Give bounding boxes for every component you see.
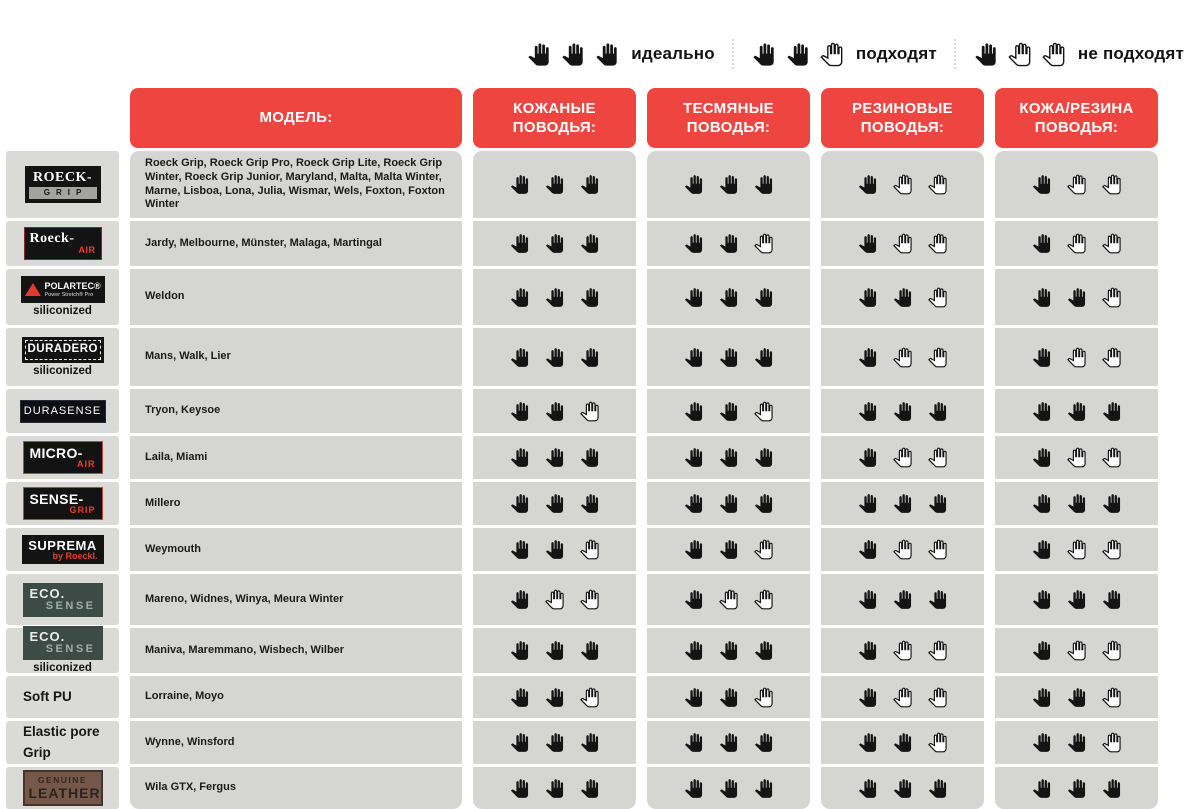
- hand-outline-icon: [753, 233, 774, 254]
- hand-filled-icon: [753, 493, 774, 514]
- rating-cell: [647, 721, 810, 764]
- hand-filled-icon: [1031, 401, 1052, 422]
- rating-cell: [821, 574, 984, 625]
- hand-outline-icon: [1066, 233, 1087, 254]
- hand-filled-icon: [544, 539, 565, 560]
- hand-filled-icon: [892, 401, 913, 422]
- hand-filled-icon: [857, 493, 878, 514]
- material-cell: [6, 628, 119, 673]
- hand-outline-icon: [819, 42, 844, 67]
- model-names-cell: Laila, Miami: [130, 436, 462, 479]
- model-names-cell: Mans, Walk, Lier: [130, 328, 462, 386]
- hand-filled-icon: [718, 401, 739, 422]
- rating-cell: [995, 676, 1158, 718]
- hand-filled-icon: [892, 732, 913, 753]
- hand-filled-icon: [857, 732, 878, 753]
- hand-outline-icon: [1101, 732, 1122, 753]
- logo-line: SENSE: [45, 643, 96, 656]
- hand-filled-icon: [579, 233, 600, 254]
- rating-cell: [473, 628, 636, 673]
- hand-filled-icon: [1066, 687, 1087, 708]
- model-names-cell: Jardy, Melbourne, Münster, Malaga, Martingal: [130, 221, 462, 266]
- hand-filled-icon: [509, 640, 530, 661]
- model-column-header: МОДЕЛЬ:: [130, 88, 462, 148]
- rein-column-header: КОЖАНЫЕ ПОВОДЬЯ:: [473, 88, 636, 148]
- hand-filled-icon: [544, 778, 565, 799]
- rating-cell: [995, 389, 1158, 433]
- legend-hands: [751, 42, 844, 67]
- hand-filled-icon: [857, 174, 878, 195]
- hand-outline-icon: [927, 233, 948, 254]
- roeck-grip-logo: [25, 166, 101, 203]
- hand-filled-icon: [927, 778, 948, 799]
- logo-line: SUPREMA: [28, 537, 97, 553]
- rating-cell: [473, 436, 636, 479]
- hand-outline-icon: [544, 589, 565, 610]
- model-names-cell: Millero: [130, 482, 462, 525]
- material-sub-label: siliconized: [33, 364, 92, 377]
- rating-cell: [473, 389, 636, 433]
- rating-cell: [995, 721, 1158, 764]
- hand-filled-icon: [857, 233, 878, 254]
- rating-cell: [995, 628, 1158, 673]
- hand-filled-icon: [579, 447, 600, 468]
- logo-line: ECO.: [29, 585, 66, 601]
- rating-cell: [821, 328, 984, 386]
- legend-item: [973, 42, 1184, 67]
- hand-filled-icon: [857, 539, 878, 560]
- rating-cell: [647, 767, 810, 809]
- hand-filled-icon: [753, 287, 774, 308]
- model-names-cell: Maniva, Maremmano, Wisbech, Wilber: [130, 628, 462, 673]
- logo-line: by Roeckl.: [52, 550, 98, 561]
- hand-filled-icon: [509, 687, 530, 708]
- hand-filled-icon: [544, 287, 565, 308]
- hand-outline-icon: [892, 174, 913, 195]
- rating-cell: [995, 482, 1158, 525]
- logo-line: GRIP: [29, 187, 97, 199]
- hand-filled-icon: [1101, 589, 1122, 610]
- rating-cell: [995, 221, 1158, 266]
- rating-cell: [473, 151, 636, 218]
- hand-filled-icon: [1066, 493, 1087, 514]
- logo-line: SENSE: [45, 599, 96, 612]
- hand-outline-icon: [892, 447, 913, 468]
- rating-cell: [647, 151, 810, 218]
- hand-outline-icon: [927, 640, 948, 661]
- rating-cell: [995, 574, 1158, 625]
- hand-filled-icon: [857, 778, 878, 799]
- hand-filled-icon: [718, 347, 739, 368]
- rating-cell: [821, 151, 984, 218]
- legend-label: идеально: [631, 44, 715, 63]
- hand-outline-icon: [753, 539, 774, 560]
- legend-item: [526, 42, 715, 67]
- hand-filled-icon: [1101, 493, 1122, 514]
- hand-outline-icon: [892, 640, 913, 661]
- hand-outline-icon: [1101, 447, 1122, 468]
- hand-filled-icon: [509, 493, 530, 514]
- hand-filled-icon: [526, 42, 551, 67]
- material-cell: [6, 528, 119, 571]
- model-names-cell: Roeck Grip, Roeck Grip Pro, Roeck Grip Lite, Roeck Grip Winter, Roeck Grip Junior, Maryland, Malta, Malta Winter, Marne, Lisboa, Lona, Julia, Wismar, Wels, Foxton, Foxton Winter: [130, 151, 462, 218]
- logo-line: SENSE-: [29, 491, 84, 508]
- rating-cell: [473, 721, 636, 764]
- hand-outline-icon: [1101, 347, 1122, 368]
- rating-cell: [995, 328, 1158, 386]
- material-label: Soft PU: [23, 688, 72, 704]
- hand-filled-icon: [857, 401, 878, 422]
- rating-cell: [821, 676, 984, 718]
- hand-filled-icon: [1031, 447, 1052, 468]
- hand-filled-icon: [753, 447, 774, 468]
- hand-filled-icon: [718, 447, 739, 468]
- rating-cell: [473, 767, 636, 809]
- hand-filled-icon: [857, 687, 878, 708]
- hand-outline-icon: [579, 687, 600, 708]
- legend-separator: [732, 39, 734, 69]
- polartec-triangle-icon: [25, 283, 41, 296]
- hand-filled-icon: [683, 347, 704, 368]
- hand-filled-icon: [857, 589, 878, 610]
- hand-filled-icon: [579, 732, 600, 753]
- logo-line: Power Stretch® Pro: [44, 291, 94, 298]
- logo-line: AIR: [78, 245, 96, 255]
- hand-filled-icon: [892, 589, 913, 610]
- rating-cell: [995, 767, 1158, 809]
- hand-filled-icon: [857, 287, 878, 308]
- hand-outline-icon: [1007, 42, 1032, 67]
- hand-filled-icon: [544, 347, 565, 368]
- logo-line: GENUINE: [37, 775, 88, 786]
- hand-filled-icon: [751, 42, 776, 67]
- material-cell: [6, 676, 119, 718]
- duradero-logo: [22, 337, 104, 363]
- material-cell: [6, 269, 119, 325]
- hand-filled-icon: [1066, 287, 1087, 308]
- hand-filled-icon: [509, 233, 530, 254]
- logo-line: Roeck-: [29, 231, 75, 246]
- hand-outline-icon: [753, 589, 774, 610]
- model-names-cell: Wila GTX, Fergus: [130, 767, 462, 809]
- rating-cell: [647, 482, 810, 525]
- rating-cell: [821, 482, 984, 525]
- hand-filled-icon: [579, 287, 600, 308]
- legend-hands: [526, 42, 619, 67]
- hand-filled-icon: [683, 447, 704, 468]
- hand-filled-icon: [579, 778, 600, 799]
- hand-outline-icon: [1066, 640, 1087, 661]
- rating-cell: [821, 767, 984, 809]
- legend-hands: [973, 42, 1066, 67]
- hand-filled-icon: [1031, 539, 1052, 560]
- hand-filled-icon: [857, 640, 878, 661]
- hand-filled-icon: [544, 401, 565, 422]
- material-cell: [6, 767, 119, 809]
- hand-outline-icon: [927, 174, 948, 195]
- model-names-cell: Weldon: [130, 269, 462, 325]
- hand-filled-icon: [1031, 778, 1052, 799]
- hand-filled-icon: [509, 287, 530, 308]
- hand-filled-icon: [509, 401, 530, 422]
- rein-column-header: КОЖА/РЕЗИНА ПОВОДЬЯ:: [995, 88, 1158, 148]
- rating-cell: [821, 436, 984, 479]
- hand-filled-icon: [544, 640, 565, 661]
- hand-filled-icon: [544, 174, 565, 195]
- hand-filled-icon: [683, 778, 704, 799]
- sense-grip-logo: [23, 487, 103, 520]
- material-cell: [6, 482, 119, 525]
- hand-filled-icon: [753, 640, 774, 661]
- hand-outline-icon: [1101, 687, 1122, 708]
- hand-filled-icon: [718, 233, 739, 254]
- rating-cell: [647, 528, 810, 571]
- hand-filled-icon: [544, 687, 565, 708]
- rating-cell: [821, 269, 984, 325]
- rating-cell: [647, 574, 810, 625]
- material-label: Elastic pore: [23, 723, 100, 739]
- rating-cell: [473, 574, 636, 625]
- material-label: Grip: [23, 745, 51, 760]
- hand-filled-icon: [753, 732, 774, 753]
- hand-outline-icon: [1041, 42, 1066, 67]
- hand-filled-icon: [579, 174, 600, 195]
- hand-filled-icon: [892, 493, 913, 514]
- hand-outline-icon: [892, 687, 913, 708]
- hand-filled-icon: [1101, 401, 1122, 422]
- hand-filled-icon: [683, 401, 704, 422]
- legend: [0, 0, 1200, 78]
- hand-outline-icon: [1101, 640, 1122, 661]
- hand-filled-icon: [1101, 778, 1122, 799]
- hand-filled-icon: [683, 493, 704, 514]
- hand-outline-icon: [753, 687, 774, 708]
- hand-filled-icon: [683, 732, 704, 753]
- hand-filled-icon: [857, 447, 878, 468]
- material-cell: [6, 328, 119, 386]
- hand-outline-icon: [927, 287, 948, 308]
- rating-cell: [647, 389, 810, 433]
- genuine-leather-logo: [23, 770, 103, 805]
- hand-outline-icon: [1101, 233, 1122, 254]
- hand-filled-icon: [544, 233, 565, 254]
- hand-filled-icon: [1031, 640, 1052, 661]
- hand-filled-icon: [857, 347, 878, 368]
- hand-filled-icon: [785, 42, 810, 67]
- logo-line: DURADERO: [25, 340, 101, 360]
- logo-line: ECO.: [29, 629, 66, 645]
- rein-column-header: ТЕСМЯНЫЕ ПОВОДЬЯ:: [647, 88, 810, 148]
- hand-filled-icon: [1031, 687, 1052, 708]
- rating-cell: [473, 528, 636, 571]
- hand-filled-icon: [1031, 287, 1052, 308]
- hand-outline-icon: [579, 589, 600, 610]
- hand-outline-icon: [1066, 347, 1087, 368]
- hand-filled-icon: [544, 447, 565, 468]
- rating-cell: [473, 221, 636, 266]
- material-cell: [6, 574, 119, 625]
- rein-column-header: РЕЗИНОВЫЕ ПОВОДЬЯ:: [821, 88, 984, 148]
- material-cell: [6, 721, 119, 764]
- model-names-cell: Weymouth: [130, 528, 462, 571]
- material-sub-label: siliconized: [33, 305, 92, 318]
- hand-filled-icon: [718, 640, 739, 661]
- hand-filled-icon: [1066, 589, 1087, 610]
- hand-filled-icon: [1066, 732, 1087, 753]
- hand-filled-icon: [560, 42, 585, 67]
- hand-filled-icon: [718, 287, 739, 308]
- model-names-cell: Tryon, Keysoe: [130, 389, 462, 433]
- hand-filled-icon: [892, 287, 913, 308]
- material-cell: [6, 436, 119, 479]
- hand-filled-icon: [683, 174, 704, 195]
- hand-outline-icon: [1066, 174, 1087, 195]
- rating-cell: [647, 628, 810, 673]
- hand-filled-icon: [1031, 589, 1052, 610]
- material-cell: [6, 389, 119, 433]
- logo-line: POLARTEC®: [44, 281, 101, 292]
- rating-cell: [821, 528, 984, 571]
- hand-outline-icon: [892, 347, 913, 368]
- hand-filled-icon: [1031, 347, 1052, 368]
- rating-cell: [473, 269, 636, 325]
- hand-filled-icon: [579, 347, 600, 368]
- hand-filled-icon: [509, 174, 530, 195]
- hand-filled-icon: [718, 778, 739, 799]
- hand-filled-icon: [509, 447, 530, 468]
- durasense-logo: DURASENSE: [20, 400, 106, 423]
- hand-outline-icon: [718, 589, 739, 610]
- legend-label: не подходят: [1077, 44, 1184, 63]
- hand-filled-icon: [718, 732, 739, 753]
- hand-filled-icon: [683, 233, 704, 254]
- hand-filled-icon: [927, 493, 948, 514]
- hand-outline-icon: [927, 347, 948, 368]
- rating-cell: [821, 721, 984, 764]
- hand-filled-icon: [927, 401, 948, 422]
- rating-cell: [821, 628, 984, 673]
- legend-separator: [954, 39, 956, 69]
- logo-line: LEATHER: [28, 784, 101, 801]
- rating-cell: [647, 328, 810, 386]
- hand-filled-icon: [973, 42, 998, 67]
- hand-filled-icon: [544, 493, 565, 514]
- rating-cell: [995, 269, 1158, 325]
- hand-outline-icon: [1101, 539, 1122, 560]
- hand-outline-icon: [1066, 447, 1087, 468]
- hand-filled-icon: [1066, 778, 1087, 799]
- rating-cell: [473, 482, 636, 525]
- material-sub-label: siliconized: [33, 662, 92, 675]
- rating-cell: [821, 221, 984, 266]
- hand-filled-icon: [683, 287, 704, 308]
- hand-outline-icon: [927, 687, 948, 708]
- suprema-logo: [22, 535, 104, 565]
- hand-filled-icon: [509, 589, 530, 610]
- hand-filled-icon: [683, 687, 704, 708]
- rating-cell: [473, 676, 636, 718]
- hand-outline-icon: [927, 732, 948, 753]
- hand-outline-icon: [1066, 539, 1087, 560]
- rating-cell: [995, 151, 1158, 218]
- hand-filled-icon: [579, 493, 600, 514]
- hand-filled-icon: [892, 778, 913, 799]
- compatibility-table: [6, 88, 1200, 809]
- model-names-cell: Wynne, Winsford: [130, 721, 462, 764]
- hand-filled-icon: [927, 589, 948, 610]
- hand-outline-icon: [927, 447, 948, 468]
- rating-cell: [995, 528, 1158, 571]
- rating-cell: [821, 389, 984, 433]
- hand-filled-icon: [1031, 233, 1052, 254]
- eco-sense-logo: [23, 583, 103, 617]
- rating-cell: [995, 436, 1158, 479]
- hand-filled-icon: [753, 778, 774, 799]
- hand-filled-icon: [509, 732, 530, 753]
- model-names-cell: Lorraine, Moyo: [130, 676, 462, 718]
- hand-filled-icon: [683, 539, 704, 560]
- hand-filled-icon: [718, 687, 739, 708]
- hand-filled-icon: [1066, 401, 1087, 422]
- hand-filled-icon: [594, 42, 619, 67]
- eco-sense-logo: [23, 626, 103, 660]
- hand-outline-icon: [927, 539, 948, 560]
- hand-filled-icon: [579, 640, 600, 661]
- logo-line: MICRO-: [29, 445, 83, 462]
- rating-cell: [473, 328, 636, 386]
- hand-outline-icon: [1101, 287, 1122, 308]
- rating-cell: [647, 436, 810, 479]
- roeck-air-logo: [24, 227, 102, 260]
- micro-air-logo: [23, 441, 103, 474]
- hand-filled-icon: [683, 640, 704, 661]
- hand-outline-icon: [892, 233, 913, 254]
- logo-line: GRIP: [69, 505, 96, 516]
- hand-filled-icon: [509, 539, 530, 560]
- hand-filled-icon: [1031, 732, 1052, 753]
- hand-filled-icon: [509, 347, 530, 368]
- hand-filled-icon: [509, 778, 530, 799]
- legend-label: подходят: [855, 44, 937, 63]
- hand-filled-icon: [718, 493, 739, 514]
- rating-cell: [647, 269, 810, 325]
- hand-outline-icon: [753, 401, 774, 422]
- material-cell: [6, 221, 119, 266]
- hand-filled-icon: [1031, 174, 1052, 195]
- rating-cell: [647, 676, 810, 718]
- hand-filled-icon: [544, 732, 565, 753]
- legend-item: [751, 42, 937, 67]
- hand-filled-icon: [1031, 493, 1052, 514]
- logo-line: AIR: [77, 459, 96, 470]
- material-cell: [6, 151, 119, 218]
- hand-filled-icon: [718, 539, 739, 560]
- hand-outline-icon: [892, 539, 913, 560]
- hand-outline-icon: [579, 401, 600, 422]
- model-names-cell: Mareno, Widnes, Winya, Meura Winter: [130, 574, 462, 625]
- hand-outline-icon: [579, 539, 600, 560]
- logo-line: ROECK-: [33, 170, 92, 186]
- hand-filled-icon: [718, 174, 739, 195]
- rating-cell: [647, 221, 810, 266]
- hand-filled-icon: [683, 589, 704, 610]
- hand-filled-icon: [753, 174, 774, 195]
- hand-outline-icon: [1101, 174, 1122, 195]
- hand-filled-icon: [753, 347, 774, 368]
- polartec-logo: [21, 276, 105, 303]
